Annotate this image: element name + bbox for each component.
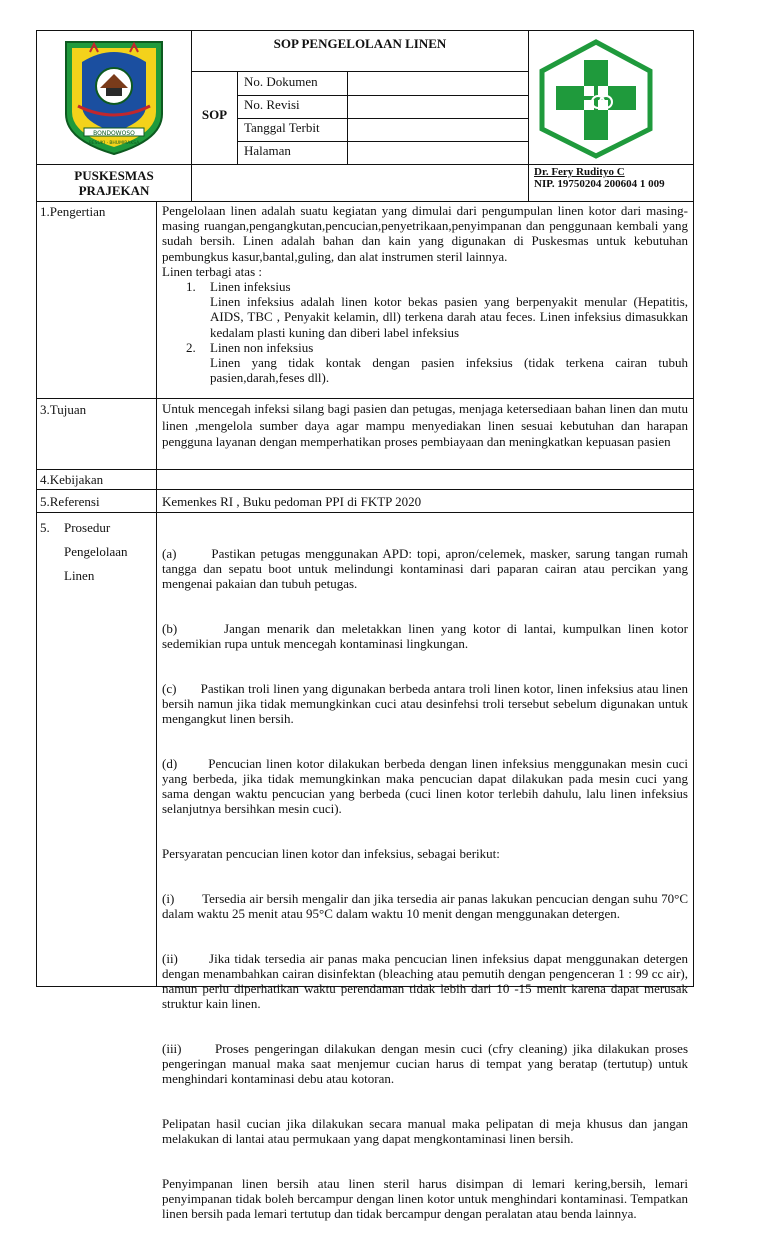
green-cross-icon bbox=[534, 38, 658, 160]
org-name: PUSKESMAS PRAJEKAN bbox=[74, 168, 154, 198]
prosedur-step-d: (d) Pencucian linen kotor dilakukan berbeda dengan linen infeksius menggunakan mesin cuci yang berbeda, jika tidak memungkinkan maka pencucian dapat dilakukan pada mesin cuci yang sama dengan waktu pencucian yang berbeda (cuci linen kotor terlebih dahulu, lalu linen infeksius selanjutnya bersihkan mesin cuci). bbox=[162, 756, 692, 816]
label-kebijakan: 4.Kebijakan bbox=[40, 472, 104, 487]
regency-emblem-icon bbox=[60, 36, 168, 158]
signer-block bbox=[534, 166, 690, 190]
prosedur-step-c: (c) Pastikan troli linen yang digunakan berbeda antara troli linen kotor, linen infeksius atau linen bersih namun jika tidak memungkinkan cuci atau desinfehsi troli tersebut sebelum digunakan untuk mengangkut linen bersih. bbox=[162, 681, 692, 726]
content-referensi: Kemenkes RI , Buku pedoman PPI di FKTP 2020 bbox=[162, 494, 422, 509]
list-item-infeksius: 1. Linen infeksius Linen infeksius adalah linen kotor bekas pasien yang berpenyakit menular (Hepatitis, AIDS, TBC , Penyakit kelamin, dll) terkena darah atau feces. Linen infeksius dimasukkan kedalam plasti kuning dan diberi label infeksius bbox=[186, 279, 688, 340]
prosedur-penyimpanan: Penyimpanan linen bersih atau linen steril harus disimpan di lemari kering,bersih, lemari penyimpanan tidak boleh bercampur dengan linen kotor untuk menghindari kontaminasi. Tempatkan linen bersih pada lemari tertutup dan tidak bercampur dengan peralatan atau benda lainnya. bbox=[162, 1176, 692, 1221]
prosedur-syarat: Persyaratan pencucian linen kotor dan infeksius, sebagai berikut: bbox=[162, 846, 500, 861]
prosedur-step-i: (i) Tersedia air bersih mengalir dan jika tersedia air panas lakukan pencucian dengan suhu 70°C dalam waktu 25 menit atau 95°C dalam waktu 10 menit dengan menggunakan detergen. bbox=[162, 891, 692, 921]
prosedur-pelipatan: Pelipatan hasil cucian jika dilakukan secara manual maka pelipatan di meja khusus dan jangan melakukan di lantai atau permukaan yang dapat mengkontaminasi linen bersih. bbox=[162, 1116, 692, 1146]
prosedur-step-b: (b) Jangan menarik dan meletakkan linen yang kotor di lantai, kumpulkan linen kotor sedemikian rupa untuk mencegah kontaminasi lingkungan. bbox=[162, 621, 692, 651]
svg-text:BONDOWOSO: BONDOWOSO bbox=[93, 130, 135, 137]
label-pengertian: 1.Pengertian bbox=[40, 204, 106, 219]
prosedur-step-a: (a) Pastikan petugas menggunakan APD: topi, apron/celemek, masker, sarung tangan rumah tangga dan sepatu boot untuk melindungi kontaminasi dari paparan cairan atau percikan yang mengenai pakaian dan tubuh petugas. bbox=[162, 546, 692, 591]
svg-text:BESUKI · BHUMIRAKSA: BESUKI · BHUMIRAKSA bbox=[88, 141, 140, 146]
content-prosedur bbox=[162, 516, 692, 1236]
content-pengertian: Pengelolaan linen adalah suatu kegiatan yang dimulai dari pengumpulan linen kotor dari masing-masing ruangan,pengangkutan,pencucian,penyetrikaan,penyimpanan dan penggunaan kembali yang sudah bersih. Linen adalah bahan dan kain yang digunakan di Puskesmas untuk kebutuhan pembungkus kasur,bantal,guling, dan alat instrumen steril lainnya. Linen terbagi atas : 1. Linen infeksius Linen infeksius adalah linen kotor bekas pasien yang berpenyakit menular (Hepatitis, AIDS, TBC , Penyakit kelamin, dll) terkena darah atau feces. Linen infeksius dimasukkan kedalam plasti kuning dan diberi label infeksius 2. Linen non infeksius Linen yang tidak kontak dengan pasien infeksius (tidak terkena cairan tubuh pasien,darah,feses dll). bbox=[162, 203, 688, 386]
regency-logo bbox=[60, 36, 168, 158]
puskesmas-logo bbox=[534, 38, 658, 160]
label-tujuan: 3.Tujuan bbox=[40, 402, 87, 417]
field-no-revisi: No. Revisi bbox=[244, 97, 300, 112]
field-tanggal-terbit: Tanggal Terbit bbox=[244, 120, 320, 135]
prosedur-step-ii: (ii) Jika tidak tersedia air panas maka pencucian linen infeksius dapat menggunakan detergen dengan menambahkan cairan disinfektan (bleaching atau pemutih dengan pengenceran 1 : 99 cc air), namun perlu diperhatikan waktu perendaman tidak lebih dari 10 -15 menit karena dapat merusak struktur kain linen. bbox=[162, 951, 692, 1011]
field-halaman: Halaman bbox=[244, 143, 291, 158]
field-no-dokumen: No. Dokumen bbox=[244, 74, 318, 89]
label-referensi: 5.Referensi bbox=[40, 494, 100, 509]
label-prosedur: 5. Prosedur Pengelolaan Linen bbox=[40, 520, 128, 583]
list-item-non-infeksius: 2. Linen non infeksius Linen yang tidak kontak dengan pasien infeksius (tidak terkena cairan tubuh pasien,darah,feses dll). bbox=[186, 339, 688, 386]
sop-label: SOP bbox=[201, 107, 228, 122]
signer-name: Dr. Fery Rudityo C bbox=[534, 166, 625, 178]
signer-nip: NIP. 19750204 200604 1 009 bbox=[534, 178, 665, 190]
content-tujuan: Untuk mencegah infeksi silang bagi pasien dan petugas, menjaga ketersediaan bahan linen dan mutu linen ,mengelola sumber daya agar mampu menyediakan linen sesuai kebutuhan dan harapan pengguna layanan dengan memperhatikan proses pembiayaan dan meningkatkan kepuasan pasien bbox=[162, 401, 688, 449]
prosedur-step-iii: (iii) Proses pengeringan dilakukan dengan mesin cuci (cfry cleaning) jika dilakukan proses pengeringan manual maka saat menjemur cucian harus di tempat yang beratap (tertutup) untuk menghindari kontaminasi debu atau kotoran. bbox=[162, 1041, 692, 1086]
document-title: SOP PENGELOLAAN LINEN bbox=[273, 36, 447, 51]
